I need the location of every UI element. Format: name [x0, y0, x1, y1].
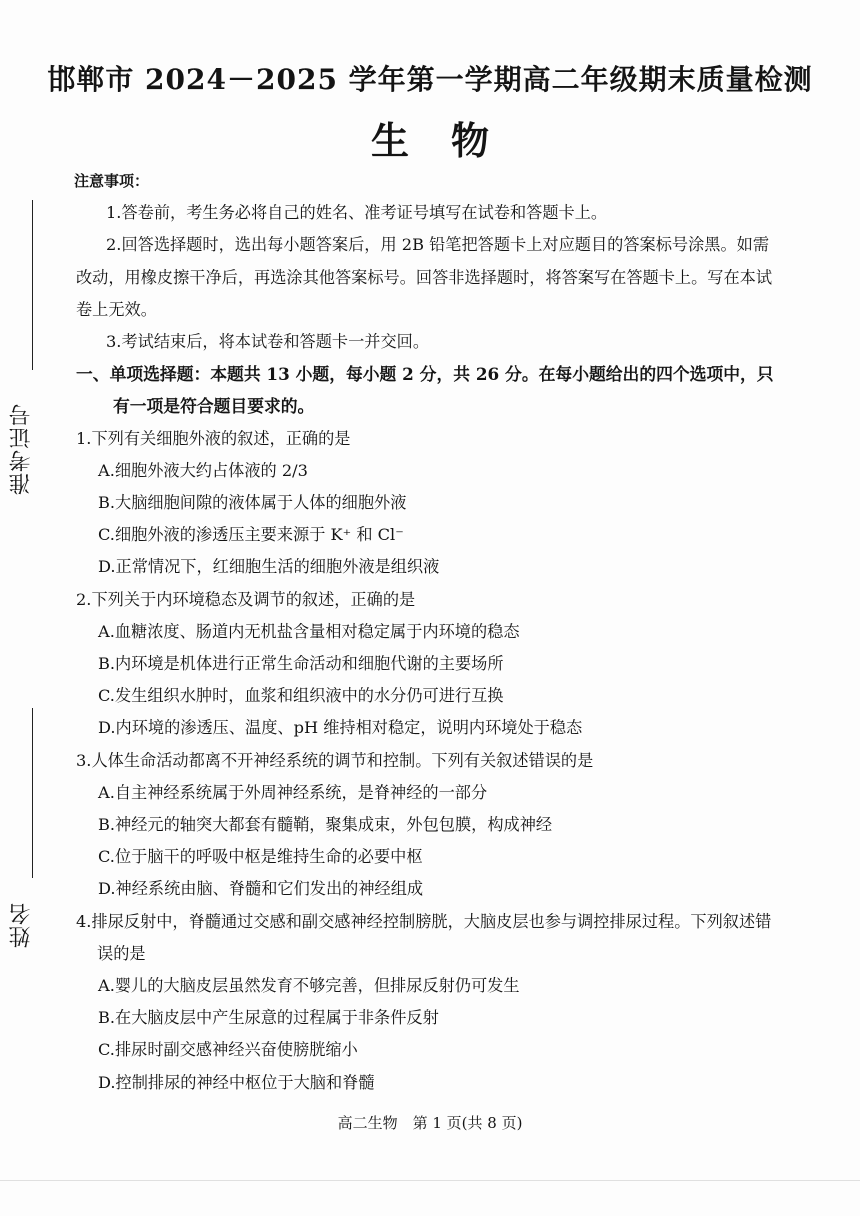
option-d: D.正常情况下，红细胞生活的细胞外液是组织液 — [98, 557, 440, 577]
section-heading: 一、单项选择题：本题共 13 小题，每小题 2 分，共 26 分。在每小题给出的四个选项中，只有一项是符合题目要求的。 — [76, 364, 774, 417]
option-b: B.在大脑皮层中产生尿意的过程属于非条件反射 — [98, 1008, 439, 1028]
page-title: 邯郸市 2024－2025 学年第一学期高二年级期末质量检测 — [47, 63, 813, 96]
notice-item: 2.回答选择题时，选出每小题答案后，用 2B 铅笔把答题卡上对应题目的答案标号涂黑。如需改动，用橡皮擦干净后，再选涂其他答案标号。回答非选择题时，将答案写在答题卡上。写在本试卷上无效。 — [76, 235, 773, 319]
question-stem: 3.人体生命活动都离不开神经系统的调节和控制。下列有关叙述错误的是 — [76, 750, 594, 770]
question-stem: 1.下列有关细胞外液的叙述，正确的是 — [76, 428, 351, 448]
page-footer: 高二生物 第 1 页(共 8 页) — [337, 1114, 523, 1132]
question-1 — [76, 423, 784, 584]
option-d: D.神经系统由脑、脊髓和它们发出的神经组成 — [98, 879, 424, 899]
option-c: C.发生组织水肿时，血浆和组织液中的水分仍可进行互换 — [98, 686, 504, 706]
option-c: C.细胞外液的渗透压主要来源于 K⁺ 和 Cl⁻ — [98, 525, 404, 545]
option-d: D.控制排尿的神经中枢位于大脑和脊髓 — [98, 1072, 375, 1092]
notice-title: 注意事项： — [74, 172, 150, 190]
option-a: A.自主神经系统属于外周神经系统，是脊神经的一部分 — [98, 782, 488, 802]
option-d: D.内环境的渗透压、温度、pH 维持相对稳定，说明内环境处于稳态 — [98, 718, 583, 738]
option-b: B.内环境是机体进行正常生命活动和细胞代谢的主要场所 — [98, 654, 504, 674]
option-c: C.位于脑干的呼吸中枢是维持生命的必要中枢 — [98, 847, 423, 867]
option-a: A.血糖浓度、肠道内无机盐含量相对稳定属于内环境的稳态 — [98, 621, 520, 641]
question-stem: 4.排尿反射中，脊髓通过交感和副交感神经控制膀胱，大脑皮层也参与调控排尿过程。下列叙述错误的是 — [76, 911, 772, 963]
question-2 — [76, 584, 784, 745]
notice-item: 1.答卷前，考生务必将自己的姓名、准考证号填写在试卷和答题卡上。 — [106, 203, 608, 223]
question-stem: 2.下列关于内环境稳态及调节的叙述，正确的是 — [76, 589, 416, 609]
option-a: A.婴儿的大脑皮层虽然发育不够完善，但排尿反射仍可发生 — [98, 976, 520, 996]
name-label: 姓名 — [9, 902, 34, 948]
bottom-divider — [0, 1180, 860, 1181]
question-3 — [76, 745, 784, 906]
subject-title: 生物 — [370, 118, 531, 163]
notice-item: 3.考试结束后，将本试卷和答题卡一并交回。 — [106, 332, 430, 352]
question-4 — [76, 906, 784, 1099]
option-b: B.神经元的轴突大都套有髓鞘，聚集成束，外包包膜，构成神经 — [98, 815, 553, 835]
name-line — [32, 708, 33, 878]
exam-id-label: 准考证号 — [9, 403, 34, 495]
exam-id-line — [32, 200, 33, 370]
exam-content — [76, 165, 784, 1099]
option-c: C.排尿时副交感神经兴奋使膀胱缩小 — [98, 1040, 358, 1060]
option-b: B.大脑细胞间隙的液体属于人体的细胞外液 — [98, 493, 407, 513]
option-a: A.细胞外液大约占体液的 2/3 — [98, 460, 308, 480]
